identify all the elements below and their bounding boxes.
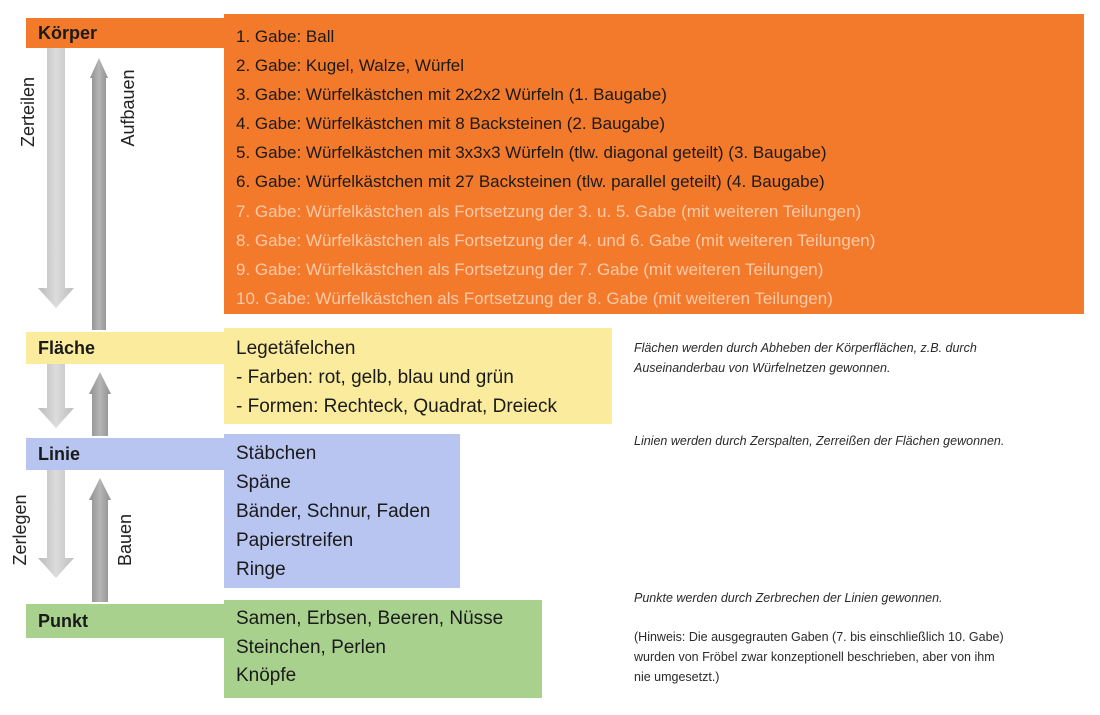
flaeche-item: - Formen: Rechteck, Quadrat, Dreieck: [236, 396, 557, 417]
gabe-item: 2. Gabe: Kugel, Walze, Würfel: [236, 56, 465, 76]
flaeche-item: - Farben: rot, gelb, blau und grün: [236, 367, 514, 388]
gabe-item: 10. Gabe: Würfelkästchen als Fortsetzung der 8. Gabe (mit weiteren Teilungen): [236, 288, 833, 308]
linie-item: Bänder, Schnur, Faden: [236, 501, 431, 522]
linie-box: [224, 434, 460, 588]
hinweis-line: nie umgesetzt.): [634, 670, 720, 684]
gabe-item: 3. Gabe: Würfelkästchen mit 2x2x2 Würfeln (1. Baugabe): [236, 85, 667, 105]
aufbauen-label: Aufbauen: [118, 69, 138, 147]
gabe-item: 4. Gabe: Würfelkästchen mit 8 Backsteinen (2. Baugabe): [236, 114, 666, 134]
gabe-item: 8. Gabe: Würfelkästchen als Fortsetzung der 4. und 6. Gabe (mit weiteren Teilungen): [236, 230, 876, 250]
punkt-item: Knöpfe: [236, 665, 297, 686]
punkt-item: Samen, Erbsen, Beeren, Nüsse: [236, 608, 504, 629]
linie-item: Papierstreifen: [236, 530, 354, 551]
arrow-up-aufbauen: [90, 58, 108, 330]
gabe-item: 6. Gabe: Würfelkästchen mit 27 Backsteinen (tlw. parallel geteilt) (4. Baugabe): [236, 172, 825, 192]
gabe-item: 7. Gabe: Würfelkästchen als Fortsetzung der 3. u. 5. Gabe (mit weiteren Teilungen): [236, 201, 862, 221]
note-linien: Linien werden durch Zerspalten, Zerreißen der Flächen gewonnen.: [634, 434, 1005, 448]
hinweis-line: wurden von Fröbel zwar konzeptionell beschrieben, aber von ihm: [634, 650, 995, 664]
linie-item: Ringe: [236, 559, 286, 580]
gabe-item: 5. Gabe: Würfelkästchen mit 3x3x3 Würfeln (tlw. diagonal geteilt) (3. Baugabe): [236, 143, 827, 163]
punkt-label: Punkt: [26, 604, 226, 638]
arrow-up-linie-flaeche: [89, 372, 111, 436]
zerlegen-label: Zerlegen: [10, 494, 30, 566]
koerper-label: Körper: [26, 18, 226, 48]
punkt-box: [224, 600, 542, 698]
arrow-up-bauen: [89, 478, 111, 602]
flaeche-box: [224, 328, 612, 424]
note-punkte: Punkte werden durch Zerbrechen der Linien gewonnen.: [634, 591, 943, 605]
koerper-gaben-list: [236, 22, 1084, 313]
gabe-item: 9. Gabe: Würfelkästchen als Fortsetzung der 7. Gabe (mit weiteren Teilungen): [236, 259, 824, 279]
koerper-box: [224, 14, 1084, 314]
arrow-down-flaeche-linie: [38, 364, 74, 428]
hinweis-note: [634, 627, 1074, 687]
linie-item: Stäbchen: [236, 443, 317, 464]
punkt-item: Steinchen, Perlen: [236, 636, 386, 658]
linie-label: Linie: [26, 438, 226, 470]
bauen-label: Bauen: [115, 513, 135, 567]
flaeche-item: Legetäfelchen: [236, 338, 356, 359]
flaeche-label: Fläche: [26, 332, 226, 364]
note-flaechen: Flächen werden durch Abheben der Körperflächen, z.B. durch Auseinanderbau von Würfelnetzen gewonnen.: [634, 341, 977, 375]
gabe-item: 1. Gabe: Ball: [236, 27, 335, 46]
linie-item: Späne: [236, 472, 291, 493]
hinweis-line: (Hinweis: Die ausgegrauten Gaben (7. bis einschließlich 10. Gabe): [634, 630, 1004, 644]
zerteilen-label: Zerteilen: [18, 76, 38, 148]
arrow-down-zerteilen: [38, 48, 74, 308]
arrow-down-zerlegen: [38, 470, 74, 578]
